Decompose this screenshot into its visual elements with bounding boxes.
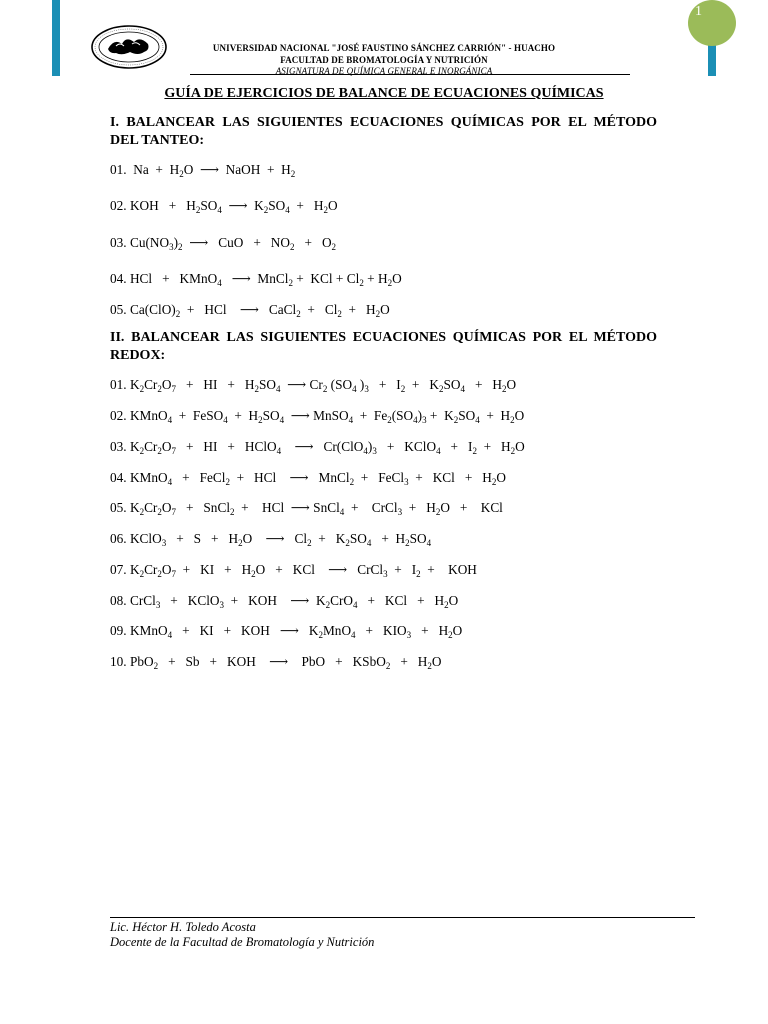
- page-title: GUÍA DE EJERCICIOS DE BALANCE DE ECUACIONES QUÍMICAS: [164, 86, 604, 101]
- equation-2-04: 04. KMnO$_4$ + FeCl$_2$ + HCl ⟶ MnCl$_2$ + FeCl$_3$ + KCl + $H_2O$: [110, 470, 507, 487]
- equation-2-05: 05. $K_2Cr_2O_7$ + SnCl$_2$ + HCl ⟶ SnCl$_4$ + CrCl$_3$ + $H_2O$ + KCl: [110, 500, 503, 517]
- section-2-heading: II. BALANCEAR LAS SIGUIENTES ECUACIONES QUÍMICAS POR EL MÉTODO REDOX:: [110, 330, 657, 363]
- equation-2-01: 01. $K_2Cr_2O_7$ + HI + $H_2SO_4$ ⟶ $Cr_2$ ($SO_4$ )$_3 + I_2 + K_2SO_4 + H_2O$: [110, 377, 517, 394]
- header-university: UNIVERSIDAD NACIONAL "JOSÉ FAUSTINO SÁNCHEZ CARRIÓN" - HUACHO: [212, 43, 556, 53]
- equation-2-08: 08. CrCl$_3$ + KClO$_3$ + KOH ⟶ $K_2CrO_4$ + KCl + $H_2O$: [110, 593, 459, 610]
- footer-divider: [110, 917, 695, 918]
- footer-author: Lic. Héctor H. Toledo Acosta: [110, 920, 256, 934]
- header-faculty: FACULTAD DE BROMATOLOGÍA Y NUTRICIÓN: [280, 55, 488, 65]
- footer-role: Docente de la Facultad de Bromatología y Nutrición: [110, 935, 375, 949]
- page-number: 1: [695, 4, 702, 19]
- header-course: ASIGNATURA DE QUÍMICA GENERAL E INORGÁNICA: [275, 66, 493, 76]
- equation-2-10: 10. PbO$_2$ + Sb + KOH ⟶ PbO + KSbO$_2$ + $H_2O$: [110, 654, 442, 671]
- equation-2-02: 02. KMnO$_4$ + FeSO$_4$ + $H_2SO_4$ ⟶ MnSO$_4$ + $Fe_2(SO_4)_3 + K_2SO_4 + H_2O$: [110, 408, 525, 425]
- equation-2-07: 07. $K_2Cr_2O_7$ + KI + $H_2O$ + KCl ⟶ CrCl$_3$ + $I_2$ + KOH: [110, 562, 477, 579]
- section-1-heading: I. BALANCEAR LAS SIGUIENTES ECUACIONES QUÍMICAS POR EL MÉTODO DEL TANTEO:: [110, 115, 657, 148]
- page-number-badge: [688, 0, 736, 46]
- equation-1-04: 04. HCl + KMnO$_4$ ⟶ MnCl$_2$ + KCl + $Cl_2 + H_2O$: [110, 271, 402, 288]
- equation-1-01: 01. $Na + H_2O$ ⟶ NaOH + $H_2$: [110, 162, 296, 179]
- equation-2-03: 03. $K_2Cr_2O_7$ + HI + HClO$_4$ ⟶ $Cr(ClO_4)_3$ + KClO$_4$ + $I_2 + H_2O$: [110, 439, 525, 456]
- equation-1-02: 02. KOH + $H_2SO_4$ ⟶ $K_2SO_4 + H_2O$: [110, 198, 338, 215]
- equation-1-05: 05. $Ca(ClO)_2$ + HCl ⟶ CaCl$_2$ + $Cl_2 + H_2O$: [110, 302, 390, 319]
- equation-2-06: 06. KClO$_3$ + $S + H_2O$ ⟶ $Cl_2 + K_2SO_4 + H_2SO_4$: [110, 531, 432, 548]
- header-divider: [190, 74, 630, 75]
- equation-2-09: 09. KMnO$_4$ + KI + KOH ⟶ $K_2MnO_4 + KIO_3 + H_2O$: [110, 623, 463, 640]
- equation-1-03: 03. $Cu(NO_3)_2$ ⟶ CuO + $NO_2 + O_2$: [110, 235, 337, 252]
